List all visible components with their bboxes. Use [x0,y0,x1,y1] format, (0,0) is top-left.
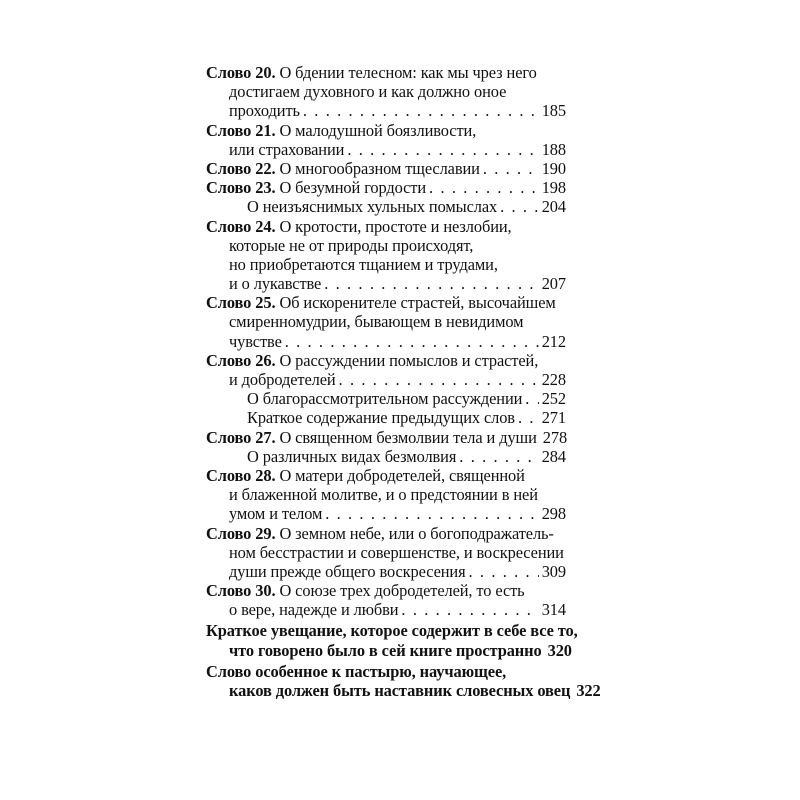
toc-entry [206,63,566,121]
page-number: 198 [541,178,566,198]
entry-text: Слово 28. О матери добродетелей, священной [206,465,525,485]
entry-label: Слово 24. [206,216,276,236]
toc-entry [206,621,578,660]
toc-line-last [206,600,566,619]
toc-line-last [206,504,566,523]
page-number: 309 [541,561,566,581]
entry-label: Слово 30. [206,581,276,601]
toc-line [206,63,566,82]
toc-entry [206,351,566,389]
dot-leader [303,101,539,120]
toc-line-last [206,681,601,700]
page-number: 278 [542,427,568,447]
toc-line-last [206,408,566,427]
entry-text: умом и телом [229,504,323,524]
toc-line [206,82,566,101]
entry-label: Слово 28. [206,465,276,485]
page-number: 320 [547,640,572,660]
toc-entry [206,466,566,524]
dot-leader [347,140,538,159]
entry-text: Краткое содержание предыдущих слов [247,408,515,428]
dot-leader [285,332,539,351]
entry-text: О благорассмотрительном рассуждении [247,389,523,409]
entry-text: ном бесстрастии и совершенстве, и воскресении [229,542,564,562]
dot-leader [518,408,539,427]
toc-entry [206,447,566,466]
dot-leader [525,389,538,408]
dot-leader [469,562,539,581]
toc-line [206,121,566,140]
entry-text: или страховании [229,139,345,159]
dot-leader [401,600,538,619]
entry-text: души прежде общего воскресения [229,561,466,581]
toc-entry [206,197,566,216]
toc-line [206,255,566,274]
page-number: 252 [541,389,566,409]
toc-line [206,543,566,562]
toc-line-last [206,159,566,178]
entry-text: каков должен быть наставник словесных овец [229,681,571,700]
toc-line-last [206,389,566,408]
entry-text: Слово 22. О многообразном тщеславии [206,158,480,178]
toc-line [206,312,566,331]
page-number: 212 [541,331,566,351]
entry-text: Слово 21. О малодушной боязливости, [206,120,477,140]
entry-text: Слово 25. Об искоренителе страстей, высочайшем [206,293,556,313]
toc-entry [206,178,566,197]
page-number: 228 [541,370,566,389]
page-number: 188 [541,139,566,159]
toc-entry [206,293,566,351]
toc-entry [206,389,566,408]
page-number: 185 [541,101,566,121]
entry-text: Слово особенное к пастырю, научающее, [206,661,507,681]
dot-leader [483,159,539,178]
entry-label: Слово 29. [206,523,276,543]
entry-text: Слово 26. О рассуждении помыслов и страстей, [206,350,539,370]
toc-entry [206,217,566,294]
toc-line-last [206,140,566,159]
page-number: 271 [541,408,566,428]
entry-text: Слово 20. О бдении телесном: как мы чрез него [206,63,537,82]
toc-line [206,466,566,485]
entry-label: Слово 25. [206,293,276,313]
page-number: 207 [541,274,566,294]
entry-text: смиренномудрии, бывающем в невидимом [229,312,524,332]
toc-entry [206,581,566,619]
entry-label: Слово 23. [206,178,276,198]
toc-entry [206,661,601,700]
entry-label: Слово 21. [206,120,276,140]
dot-leader [325,504,538,523]
toc-line-last [206,428,566,447]
page-number: 204 [541,197,566,217]
toc-line-last [206,447,566,466]
toc-line-last [206,370,566,389]
entry-text: О различных видах безмолвия [247,446,457,466]
toc-line [206,662,566,681]
toc-line-last [206,197,566,216]
entry-text: чувстве [229,331,282,351]
dot-leader [459,447,538,466]
page-number: 190 [541,158,566,178]
toc-entry [206,408,566,427]
toc-line [206,485,566,504]
entry-text: проходить [229,101,300,121]
page-number: 284 [541,446,566,466]
dot-leader [339,370,539,389]
table-of-contents [206,63,601,700]
entry-label: Слово 22. [206,158,276,178]
dot-leader [324,274,538,293]
entry-text: и о лукавстве [229,274,322,294]
toc-line [206,621,578,641]
entry-text: Слово 23. О безумной гордости [206,178,427,198]
entry-text: О неизъяснимых хульных помыслах [247,197,498,217]
toc-line [206,236,566,255]
dot-leader [429,178,539,197]
entry-text: и блаженной молитве, и о предстоянии в ней [229,485,538,505]
toc-line-last [206,178,566,197]
toc-line-last [206,274,566,293]
entry-label: Слово 27. [206,427,276,447]
page-number: 314 [541,600,566,620]
entry-label: Слово 26. [206,350,276,370]
entry-text: Слово 30. О союзе трех добродетелей, то есть [206,581,525,601]
toc-line-last [206,640,572,660]
toc-line [206,217,566,236]
entry-text: Слово 24. О кротости, простоте и незлобии, [206,216,512,236]
toc-entry [206,121,566,159]
toc-line [206,293,566,312]
entry-text: и добродетелей [229,370,336,389]
toc-line [206,581,566,600]
entry-text: но приобретаются тщанием и трудами, [229,254,498,274]
entry-text: которые не от природы происходят, [229,235,474,255]
toc-line-last [206,332,566,351]
page-number: 298 [541,504,566,524]
entry-label: Слово 20. [206,63,276,82]
entry-text: Слово 27. О священном безмолвии тела и души [206,427,537,447]
entry-text: Краткое увещание, которое содержит в себе все то, [206,621,578,641]
entry-text: Слово 29. О земном небе, или о богоподражатель- [206,523,554,543]
page-number: 322 [576,681,601,700]
dot-leader [500,197,539,216]
toc-line-last [206,562,566,581]
toc-line [206,524,566,543]
toc-line-last [206,101,566,120]
entry-text: достигаем духовного и как должно оное [229,82,507,102]
toc-entry [206,159,566,178]
entry-text: что говорено было в сей книге пространно [229,640,542,660]
toc-line [206,351,566,370]
entry-text: о вере, надежде и любви [229,600,399,620]
toc-entry [206,524,566,582]
toc-entry [206,428,566,447]
